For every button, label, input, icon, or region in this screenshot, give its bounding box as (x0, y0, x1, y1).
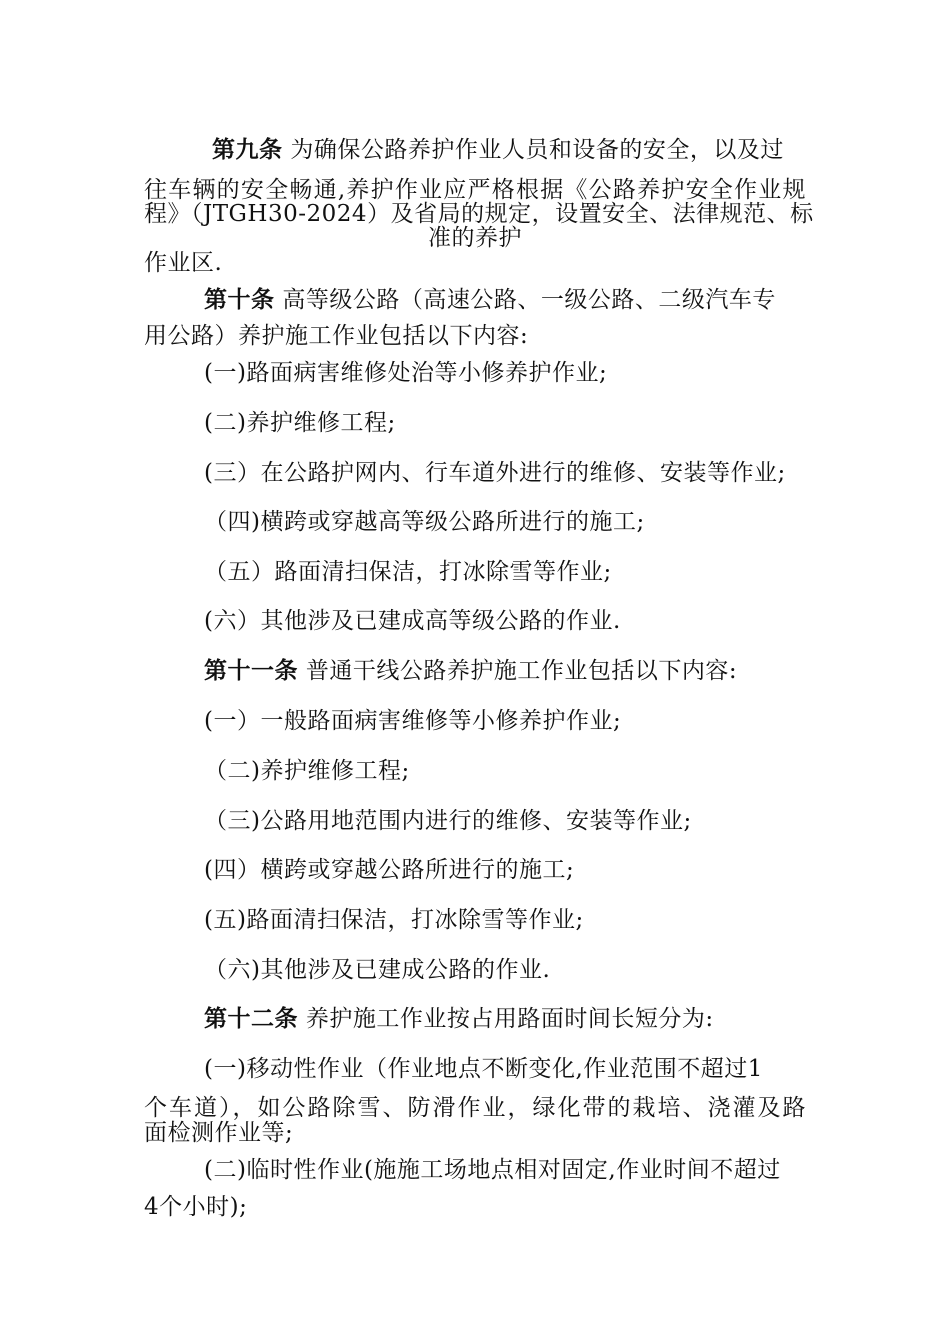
article-12-item-1-line-1: (一)移动性作业（作业地点不断变化,作业范围不超过1 (204, 1056, 763, 1082)
article-11-item-1: (一）一般路面病害维修等小修养护作业; (204, 708, 622, 734)
article-12-item-2-line-1: (二)临时性作业(施施工场地点相对固定,作业时间不超过 (204, 1157, 781, 1183)
article-9-line-1 (212, 135, 784, 165)
article-11-item-3: （三)公路用地范围内进行的维修、安装等作业; (204, 808, 692, 834)
article-9-line-3: 程》（JTGH30-2024）及省局的规定，设置安全、法律规范、标 (144, 201, 814, 227)
article-10-line-2: 用公路）养护施工作业包括以下内容: (144, 323, 529, 349)
article-10-text-1: 高等级公路（高速公路、一级公路、二级汽车专 (282, 287, 776, 313)
article-9-line-5: 作业区. (144, 250, 223, 276)
article-11-item-4: (四）横跨或穿越公路所进行的施工; (204, 857, 575, 883)
article-11-heading: 第十一条 (204, 657, 298, 684)
article-10-item-2: (二)养护维修工程; (204, 410, 396, 436)
article-11-line-1 (204, 656, 737, 686)
article-12-line-1 (204, 1004, 714, 1034)
article-10-item-6: (六）其他涉及已建成高等级公路的作业. (204, 608, 621, 634)
article-12-heading: 第十二条 (204, 1005, 298, 1032)
article-11-item-5: (五)路面清扫保洁，打冰除雪等作业; (204, 907, 584, 933)
article-9-heading: 第九条 (212, 136, 283, 163)
article-10-item-4: （四)横跨或穿越高等级公路所进行的施工; (204, 509, 645, 535)
article-10-item-3: (三）在公路护网内、行车道外进行的维修、安装等作业; (204, 460, 786, 486)
article-10-item-1: (一)路面病害维修处治等小修养护作业; (204, 360, 608, 386)
article-12-item-1-line-2: 个车道），如公路除雪、防滑作业，绿化带的栽培、浇灌及路 (144, 1095, 806, 1121)
article-12-text-1: 养护施工作业按占用路面时间长短分为: (305, 1006, 714, 1032)
article-11-item-2: （二)养护维修工程; (204, 758, 410, 784)
article-10-line-1 (204, 285, 776, 315)
article-9-text-1: 为确保公路养护作业人员和设备的安全，以及过 (290, 137, 784, 163)
article-9-line-2: 往车辆的安全畅通,养护作业应严格根据《公路养护安全作业规 (144, 177, 806, 203)
article-11-text-1: 普通干线公路养护施工作业包括以下内容: (305, 658, 738, 684)
article-11-item-6: （六)其他涉及已建成公路的作业. (204, 957, 551, 983)
article-10-heading: 第十条 (204, 286, 275, 313)
article-12-item-1-line-3: 面检测作业等; (144, 1120, 294, 1146)
article-9-line-4: 准的养护 (428, 225, 522, 251)
article-12-item-2-line-2: 4个小时); (144, 1194, 248, 1220)
article-10-item-5: （五）路面清扫保洁，打冰除雪等作业; (204, 559, 612, 585)
